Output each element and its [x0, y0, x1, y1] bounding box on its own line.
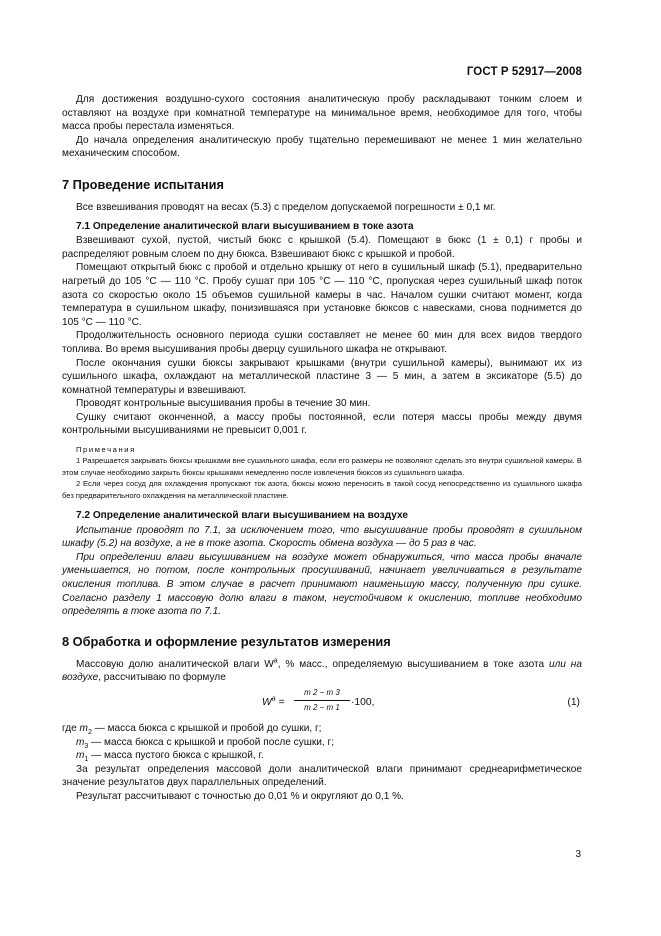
legend-m2-subscript: 2 [87, 729, 92, 737]
legend-m3-text: — масса бюкса с крышкой и пробой после сушки, г; [88, 736, 335, 748]
legend-m2-symbol: m [79, 723, 88, 735]
section-8-text-d: , рассчитываю по формуле [98, 672, 226, 684]
legend-m3-symbol: m [76, 736, 85, 748]
section-7-paragraph: Все взвешивания проводят на весах (5.3) с пределом допускаемой погрешности ± 0,1 мг. [76, 201, 496, 213]
formula-lhs-superscript: a [271, 695, 276, 703]
legend-m1-symbol: m [76, 750, 85, 762]
section-8-text-c: или на воздухе [62, 658, 582, 684]
page-content [62, 93, 582, 804]
formula-equals: = [275, 697, 285, 709]
moisture-superscript: a [273, 657, 278, 665]
section-8-text-b: , % масс., определяемую высушиванием в токе азота [277, 658, 549, 670]
formula-multiplier: ·100, [351, 697, 375, 709]
formula-lhs-symbol: W [262, 697, 272, 709]
section-8-text-a: Массовую долю аналитической влаги W [76, 658, 274, 670]
legend-m1-subscript: 1 [84, 756, 89, 764]
section-7-title: 7 Проведение испытания [62, 176, 224, 192]
legend-m3 [62, 736, 582, 750]
formula-legend [62, 722, 582, 763]
notes-heading: Примечания [76, 445, 136, 455]
section-7-1-paragraph-2: Помещают открытый бюкс с пробой и отдельно крышку от него в сушильный шкаф (5.1), предварительно нагретый до 105 °C — 110 °C. Пробу сушат при 105 °C — 110 °C, пропуская через сушильный шкаф поток азота со скоростью около 15 объемов сушильной камеры в час. Началом сушки считают момент, когда температура в сушильном шкафу, понизившаяся при установке бюксов с навесками, снова поднимется до 105 °C — 110 °C. [62, 262, 582, 328]
section-7-2-title: 7.2 Определение аналитической влаги высушиванием на воздухе [76, 510, 408, 522]
section-7-1-paragraph-4: После окончания сушки бюксы закрывают крышками (внутри сушильной камеры), вынимают их из сушильного шкафа, охлаждают на металлической пластине 3 — 5 мин, а затем в эксикаторе (5.5) до комнатной температуры и взвешивают. [62, 357, 582, 396]
intro-paragraph-1: Для достижения воздушно-сухого состояния аналитическую пробу раскладывают тонким слоем и оставляют на воздухе при комнатной температуре на минимальное время, необходимое для того, чтобы масса пробы перестала изменяться. [62, 94, 582, 133]
section-8-paragraph-2: За результат определения массовой доли аналитической влаги принимают среднеарифметическое значение результатов двух параллельных определений. [62, 763, 582, 789]
fraction-bar [294, 700, 350, 701]
note-1: 1 Разрешается закрывать бюксы крышками вне сушильного шкафа, если его размеры не позволяют сделать это внутри сушильной камеры. В этом случае необходимо закрыть бюксы крышками немедленно после извлечения бюксов из сушильного шкафа. [62, 456, 582, 477]
intro-paragraph-2: До начала определения аналитическую пробу тщательно перемешивают не менее 1 мин желательно механическим способом. [62, 134, 582, 160]
legend-m1 [62, 749, 582, 763]
section-8-title: 8 Обработка и оформление результатов измерения [62, 633, 391, 649]
legend-m3-subscript: 3 [84, 742, 89, 750]
formula-fraction [294, 687, 350, 714]
section-8-paragraph-1 [62, 658, 582, 685]
standard-header: ГОСТ Р 52917—2008 [466, 66, 582, 78]
formula-1 [62, 687, 582, 719]
section-7-1-paragraph-1: Взвешивают сухой, пустой, чистый бюкс с крышкой (5.4). Помещают в бюкс (1 ± 0,1) г пробы и распределяют ровным слоем по дну бюкса. Взвешивают бюкс с крышкой и пробой. [62, 235, 582, 260]
section-7-1-title: 7.1 Определение аналитической влаги высушиванием в токе азота [76, 220, 414, 232]
formula-number: (1) [567, 697, 580, 709]
section-7-1-paragraph-6: Сушку считают оконченной, а массу пробы постоянной, если потеря массы пробы между двумя контрольными высушиваниями не превысит 0,001 г. [62, 411, 582, 437]
formula-lhs [262, 697, 285, 708]
legend-m1-text: — масса пустого бюкса с крышкой, г. [88, 750, 264, 762]
legend-m2 [62, 722, 582, 736]
section-7-1-paragraph-3: Продолжительность основного периода сушки составляет не менее 60 мин для всех видов твердого топлива. Во время высушивания пробы дверцу сушильного шкафа не открывают. [62, 330, 582, 355]
formula-numerator: m 2 − m 3 [304, 688, 340, 698]
section-8-paragraph-3: Результат рассчитывают с точностью до 0,01 % и округляют до 0,1 %. [76, 791, 404, 802]
legend-where: где [62, 723, 80, 735]
formula-denominator: m 2 − m 1 [304, 703, 340, 713]
legend-m2-text: — масса бюкса с крышкой и пробой до сушки, г; [91, 723, 322, 735]
page-number: 3 [575, 849, 581, 860]
section-7-2-paragraph-2: При определении влаги высушиванием на воздухе может обнаружиться, что масса пробы вначале уменьшается, но потом, после контрольных просушиваний, начинает увеличиваться в результате окисления топлива. В этом случае в расчет принимают наименьшую массу, полученную при сушке. Согласно разделу 1 массовую долю влаги в таком, неустойчивом к окислению, топливе необходимо определять в токе азота по 7.1. [62, 551, 582, 618]
section-7-2-paragraph-1: Испытание проводят по 7.1, за исключением того, что высушивание пробы проводят в сушильном шкафу (5.2) на воздухе, а не в токе азота. Скорость обмена воздуха — до 5 раз в час. [62, 524, 582, 550]
section-7-1-paragraph-5: Проводят контрольные высушивания пробы в течение 30 мин. [76, 398, 371, 410]
note-2: 2 Если через сосуд для охлаждения пропускают ток азота, бюксы можно переносить в такой сосуд непосредственно из сушильного шкафа без предварительного охлаждения на металлической пластине. [62, 479, 582, 500]
notes-block [62, 444, 582, 501]
